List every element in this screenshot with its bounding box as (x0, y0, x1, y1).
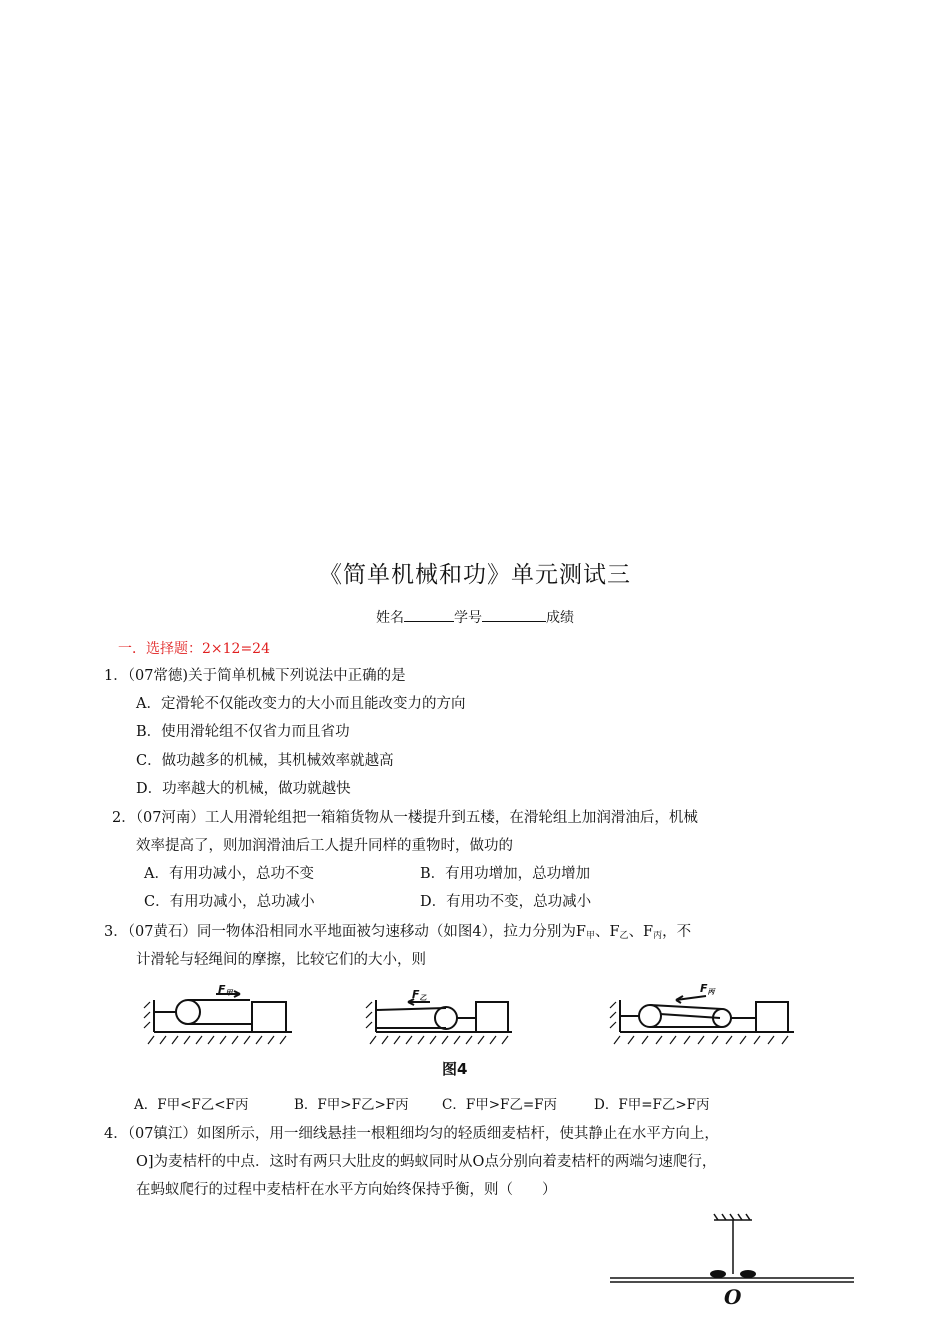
question-1-option-d: D．功率越大的机械，做功就越快 (136, 781, 351, 797)
question-2-option-b: B．有用功增加，总功增加 (420, 866, 591, 882)
question-3-stem-line2: 计滑轮与轻绳间的摩擦，比较它们的大小，则 (136, 952, 426, 968)
pivot-label-o: O (724, 1285, 742, 1308)
question-3-option-a: A．F甲<F乙<F丙 (134, 1097, 249, 1113)
force-label-bing: F丙 (700, 982, 715, 996)
number-blank (482, 607, 546, 622)
pulley-setup-jia (144, 991, 292, 1044)
question-1-option-c: C．做功越多的机械，其机械效率就越高 (136, 753, 394, 769)
pulley-setup-bing (610, 996, 794, 1044)
force-label-jia: F甲 (218, 983, 233, 997)
question-1-option-a: A．定滑轮不仅能改变力的大小而且能改变力的方向 (136, 696, 466, 712)
question-2-stem-line2: 效率提高了，则加润滑油后工人提升同样的重物时，做功的 (136, 838, 513, 854)
question-3-option-b: B．F甲>F乙>F丙 (294, 1097, 409, 1113)
student-info (0, 607, 950, 627)
straw-lever-figure (606, 1208, 860, 1308)
figure-4-label: 图4 (442, 1060, 468, 1078)
pulley-setup-yi (366, 999, 512, 1044)
section-heading: 一．选择题：2×12=24 (118, 641, 270, 657)
question-2-stem-line1: 2．（07河南）工人用滑轮组把一箱箱货物从一楼提升到五楼，在滑轮组上加润滑油后，机械 (112, 810, 698, 826)
question-4-stem-line3: 在蚂蚁爬行的过程中麦桔杆在水平方向始终保持乎衡，则（ ） (136, 1182, 557, 1198)
question-1-option-b: B．使用滑轮组不仅省力而且省功 (136, 724, 350, 740)
name-blank (404, 607, 454, 622)
question-2-option-d: D．有用功不变，总功减小 (420, 894, 592, 910)
ant-right-icon (740, 1270, 756, 1278)
question-2-option-a: A．有用功减小，总功不变 (144, 866, 314, 882)
score-label: 成绩 (546, 610, 574, 626)
page-title: 《简单机械和功》单元测试三 (319, 562, 631, 588)
question-3-option-c: C．F甲>F乙=F丙 (442, 1097, 558, 1113)
question-2-option-c: C．有用功减小，总功减小 (144, 894, 315, 910)
figure-4-pulley-diagrams (140, 980, 810, 1092)
question-4-stem-line2: O]为麦桔杆的中点．这时有两只大肚皮的蚂蚁同时从O点分别向着麦桔杆的两端匀速爬行， (136, 1154, 717, 1170)
question-3-stem-line1: 3．（07黄石）同一物体沿相同水平地面被匀速移动（如图4），拉力分别为$F_甲$、$F_乙$、$F_丙$，不 (104, 924, 692, 941)
question-3-option-d: D．F甲=F乙>F丙 (594, 1097, 710, 1113)
number-label: 学号 (454, 610, 482, 626)
ant-left-icon (710, 1270, 726, 1278)
force-label-yi: F乙 (412, 988, 427, 1002)
name-label: 姓名 (376, 610, 404, 626)
question-1-stem: 1．（07常德)关于简单机械下列说法中正确的是 (104, 668, 406, 684)
question-4-stem-line1: 4．（07镇江）如图所示，用一细线悬挂一根粗细均匀的轻质细麦桔杆，使其静止在水平方向上， (104, 1126, 719, 1142)
